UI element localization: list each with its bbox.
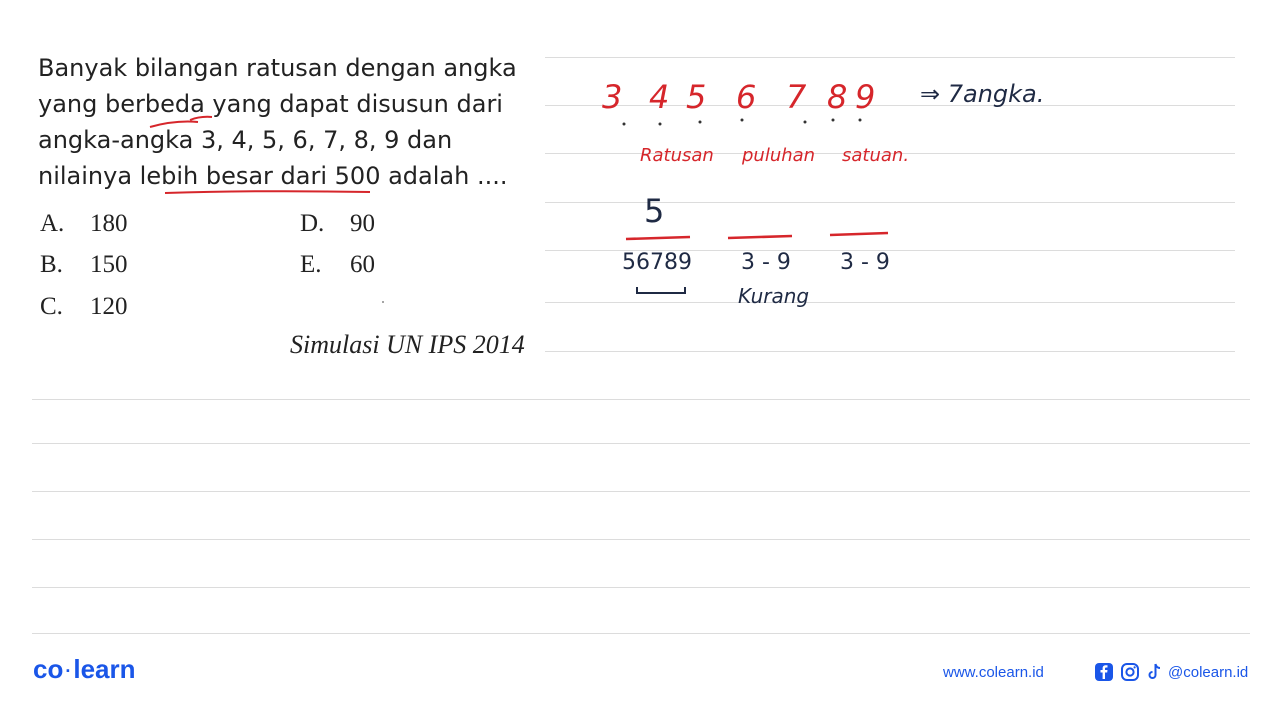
place-label-puluhan: puluhan (742, 145, 816, 166)
instagram-icon[interactable] (1120, 662, 1140, 682)
option-value: 60 (350, 251, 375, 278)
digit: 7 (786, 78, 807, 116)
hundreds-range: 56789 (622, 250, 692, 275)
option-d (300, 210, 375, 238)
tens-range: 3 - 9 (741, 250, 791, 275)
option-letter: C. (40, 293, 63, 320)
logo-co: co (33, 654, 64, 684)
ruled-line (32, 539, 1250, 540)
option-letter: A. (40, 210, 65, 237)
option-letter: E. (300, 251, 322, 278)
question-line: Banyak bilangan ratusan dengan angka (38, 54, 517, 82)
option-c (40, 293, 128, 321)
question-line: nilainya lebih besar dari 500 adalah .... (38, 162, 508, 190)
digit: 8 (827, 78, 848, 116)
footer-url[interactable]: www.colearn.id (943, 664, 1044, 681)
option-value: 150 (90, 251, 128, 278)
digit: 5 (686, 78, 707, 116)
option-a (40, 210, 128, 238)
hundreds-digit: 5 (644, 192, 665, 230)
footer-handle[interactable]: @colearn.id (1168, 664, 1249, 681)
logo-dot-icon: · (65, 660, 72, 681)
digit: 6 (736, 78, 757, 116)
colearn-logo (33, 654, 136, 685)
ruled-line (32, 633, 1250, 634)
digit: 9 (855, 78, 876, 116)
logo-learn: learn (73, 654, 136, 684)
ruled-line (32, 587, 1250, 588)
option-value: 180 (90, 210, 128, 237)
question-line: angka-angka 3, 4, 5, 6, 7, 8, 9 dan (38, 126, 453, 154)
place-label-ratusan: Ratusan (640, 145, 714, 166)
count-note: ⇒ 7angka. (920, 80, 1045, 108)
ruled-line (545, 351, 1235, 352)
ruled-line (32, 443, 1250, 444)
option-letter: B. (40, 251, 63, 278)
kurang-note: Kurang (738, 284, 810, 308)
ruled-line (545, 57, 1235, 58)
place-label-satuan: satuan. (842, 145, 910, 166)
digit: 4 (649, 78, 670, 116)
option-b (40, 251, 128, 279)
question-source: Simulasi UN IPS 2014 (290, 330, 525, 359)
question-line: yang berbeda yang dapat disusun dari (38, 90, 503, 118)
ruled-line (32, 399, 1250, 400)
ruled-line (32, 491, 1250, 492)
option-e (300, 251, 375, 279)
option-letter: D. (300, 210, 325, 237)
facebook-icon[interactable] (1094, 662, 1114, 682)
ones-range: 3 - 9 (840, 250, 890, 275)
option-value: 90 (350, 210, 375, 237)
ruled-line (545, 302, 1235, 303)
tiktok-icon[interactable] (1145, 662, 1165, 682)
digit: 3 (602, 78, 623, 116)
option-value: 120 (90, 293, 128, 320)
